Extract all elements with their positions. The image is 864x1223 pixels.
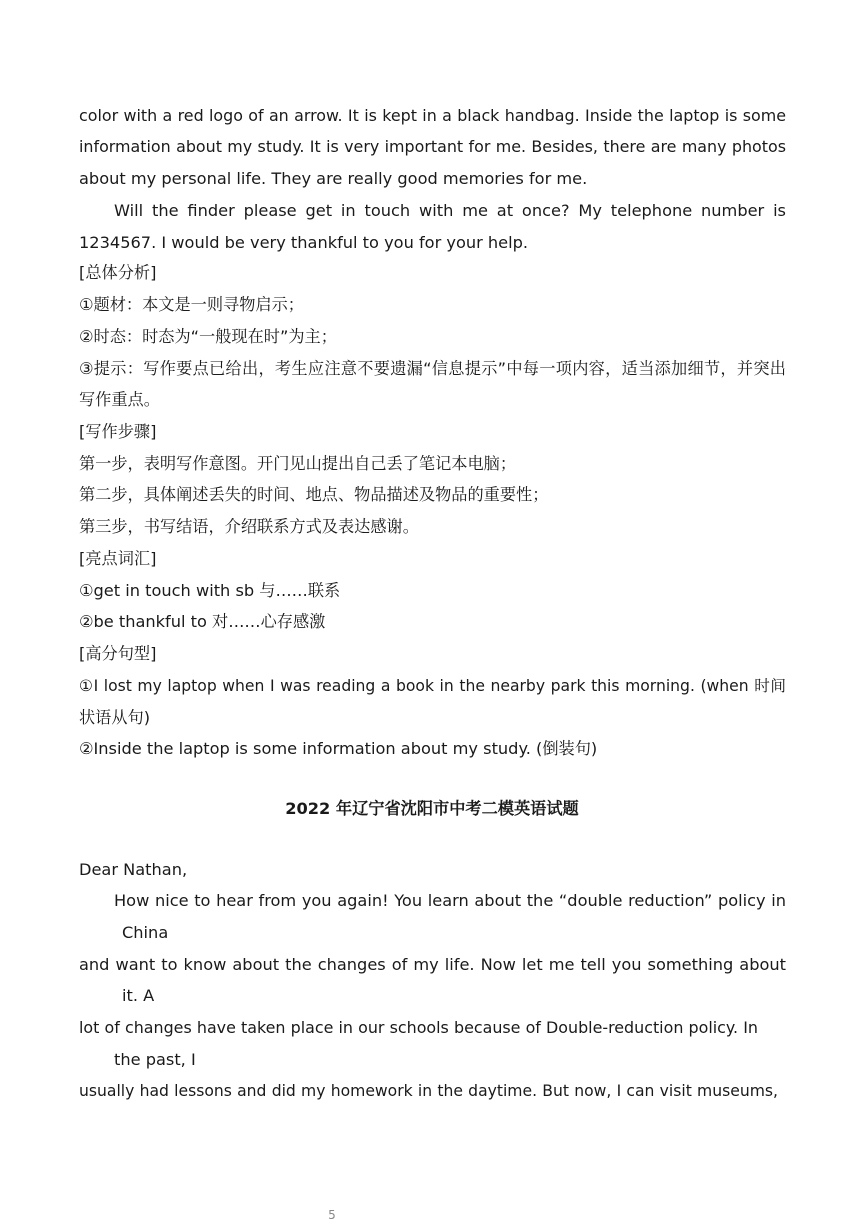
letter-line: How nice to hear from you again! You learn about the “double reduction” policy in — [114, 891, 786, 910]
analysis-item: ①题材：本文是一则寻物启示； — [79, 295, 304, 314]
letter-line: usually had lessons and did my homework in the daytime. But now, I can visit museums, — [79, 1082, 778, 1100]
passage-line: about my personal life. They are really good memories for me. — [79, 169, 588, 188]
page-number: 5 — [328, 1208, 336, 1222]
step-item: 第三步，书写结语，介绍联系方式及表达感谢。 — [79, 517, 419, 536]
letter-line: lot of changes have taken place in our schools because of Double-reduction policy. In — [79, 1018, 758, 1037]
vocab-item: ②be thankful to 对……心存感激 — [79, 612, 326, 631]
sentence-item: ②Inside the laptop is some information about my study. (倒装句) — [79, 739, 598, 758]
step-item: 第二步，具体阐述丢失的时间、地点、物品描述及物品的重要性； — [79, 485, 549, 504]
letter-greeting: Dear Nathan, — [79, 860, 188, 879]
letter-line-continued: the past, I — [114, 1050, 196, 1069]
analysis-item: ③提示：写作要点已给出，考生应注意不要遗漏“信息提示”中每一项内容，适当添加细节，并突出 — [79, 359, 786, 378]
passage-line: information about my study. It is very important for me. Besides, there are many photos — [79, 137, 786, 156]
step-item: 第一步，表明写作意图。开门见山提出自己丢了笔记本电脑； — [79, 454, 517, 473]
vocab-item: ①get in touch with sb 与……联系 — [79, 581, 341, 600]
letter-line: and want to know about the changes of my life. Now let me tell you something about — [79, 955, 786, 974]
letter-line-continued: China — [122, 923, 169, 942]
steps-heading: [写作步骤] — [79, 422, 157, 441]
passage-line: 1234567. I would be very thankful to you for your help. — [79, 233, 529, 252]
passage-line: Will the finder please get in touch with me at once? My telephone number is — [114, 201, 786, 220]
analysis-item: ②时态：时态为“一般现在时”为主； — [79, 327, 337, 346]
analysis-item-continued: 写作重点。 — [79, 390, 160, 409]
exam-title: 2022 年辽宁省沈阳市中考二模英语试题 — [285, 799, 579, 818]
passage-line: color with a red logo of an arrow. It is kept in a black handbag. Inside the laptop is some — [79, 106, 786, 125]
sentence-item: ①I lost my laptop when I was reading a book in the nearby park this morning. (when 时间 — [79, 677, 786, 695]
sentences-heading: [高分句型] — [79, 644, 157, 663]
vocab-heading: [亮点词汇] — [79, 549, 157, 568]
letter-line-continued: it. A — [122, 986, 155, 1005]
sentence-item-continued: 状语从句) — [79, 708, 151, 727]
analysis-heading: [总体分析] — [79, 263, 157, 282]
